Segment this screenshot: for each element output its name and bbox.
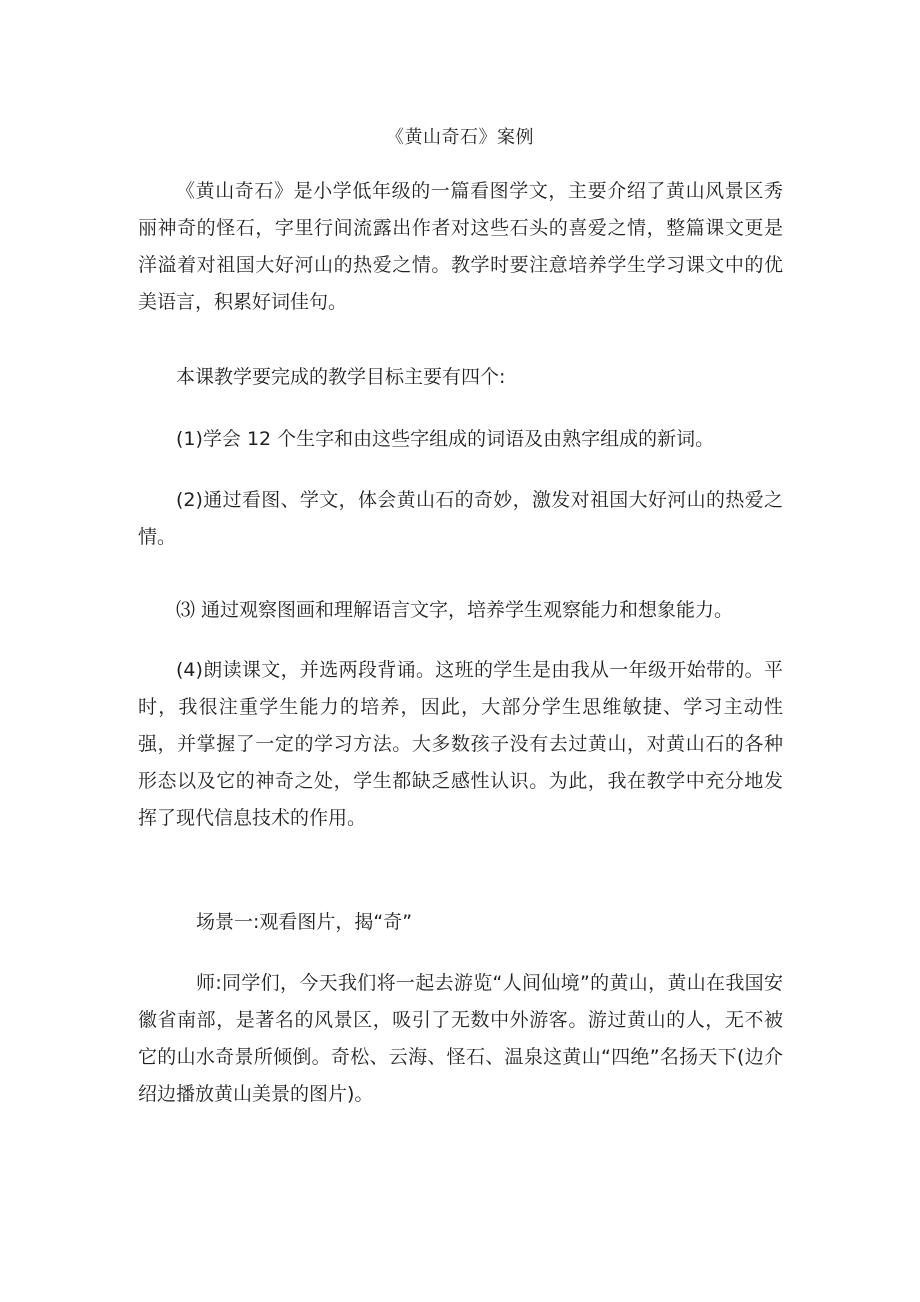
scene-heading: 场景一:观看图片，揭“奇” xyxy=(196,911,413,933)
document-title: 《黄山奇石》案例 xyxy=(386,127,534,148)
paragraph-goal-2: (2)通过看图、学文，体会黄山石的奇妙，激发对祖国大好河山的热爱之情。 xyxy=(138,489,783,548)
paragraph-goals-intro: 本课教学要完成的教学目标主要有四个: xyxy=(176,366,506,388)
paragraph-intro: 《黄山奇石》是小学低年级的一篇看图学文，主要介绍了黄山风景区秀丽神奇的怪石，字里行间流露出作者对这些石头的喜爱之情，整篇课文更是洋溢着对祖国大好河山的热爱之情。教学时要注意培养学生学习课文中的优美语言，积累好词佳句。 xyxy=(138,180,783,313)
paragraph-goal-3: ⑶ 通过观察图画和理解语言文字，培养学生观察能力和想象能力。 xyxy=(176,599,734,621)
paragraph-goal-1: (1)学会 12 个生字和由这些字组成的词语及由熟字组成的新词。 xyxy=(176,428,715,450)
paragraph-goal-4: (4)朗读课文，并选两段背诵。这班的学生是由我从一年级开始带的。平时，我很注重学生能力的培养，因此，大部分学生思维敏捷、学习主动性强，并掌握了一定的学习方法。大多数孩子没有去过黄山，对黄山石的各种形态以及它的神奇之处，学生都缺乏感性认识。为此，我在教学中充分地发挥了现代信息技术的作用。 xyxy=(138,659,783,829)
teacher-dialogue: 师:同学们，今天我们将一起去游览“人间仙境”的黄山，黄山在我国安徽省南部，是著名的风景区，吸引了无数中外游客。游过黄山的人，无不被它的山水奇景所倾倒。奇松、云海、怪石、温泉这黄山“四绝”名扬天下(边介绍边播放黄山美景的图片)。 xyxy=(138,972,783,1105)
